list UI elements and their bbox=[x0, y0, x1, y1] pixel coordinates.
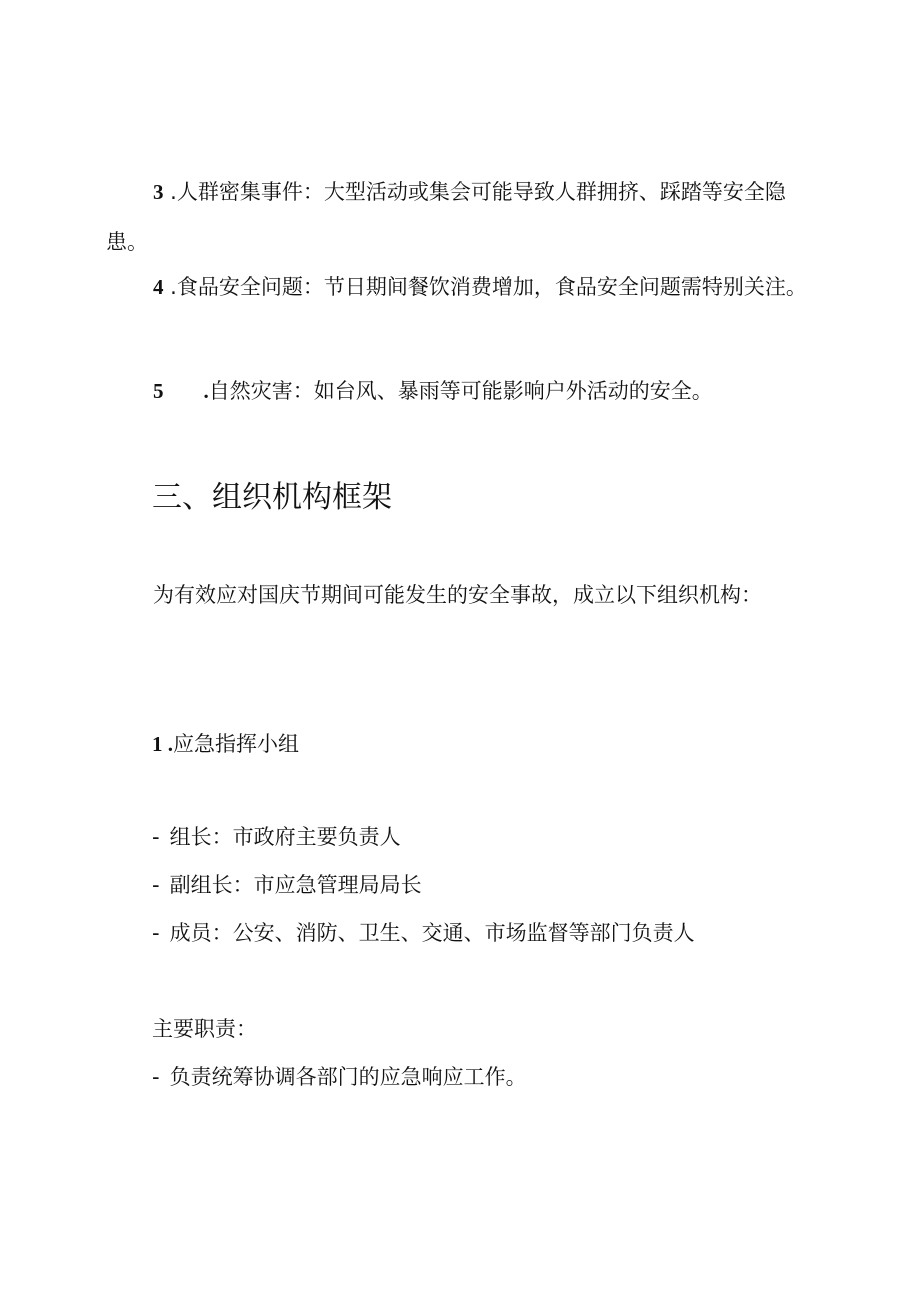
section-heading: 三、组织机构框架 bbox=[152, 480, 392, 515]
risk-item-3 bbox=[106, 167, 818, 267]
group-number: 1 bbox=[152, 732, 163, 756]
risk-item-text: 人群密集事件：大型活动或集会可能导致人群拥挤、踩踏等安全隐患。 bbox=[106, 180, 786, 254]
risk-item-separator: . bbox=[163, 180, 177, 204]
group-title-text: 应急指挥小组 bbox=[173, 732, 299, 756]
risk-item-4 bbox=[106, 262, 818, 312]
list-dash: - bbox=[152, 825, 160, 849]
list-dash: - bbox=[152, 873, 160, 897]
member-leader bbox=[152, 821, 401, 853]
risk-item-5 bbox=[106, 366, 818, 416]
duty-text: 负责统筹协调各部门的应急响应工作。 bbox=[169, 1065, 527, 1089]
duties-label: 主要职责： bbox=[152, 1017, 257, 1041]
list-dash: - bbox=[152, 1065, 160, 1089]
group-title bbox=[152, 728, 299, 760]
risk-item-number: 4 bbox=[153, 275, 164, 299]
group-separator: . bbox=[162, 732, 173, 756]
member-deputy bbox=[152, 869, 422, 901]
risk-item-separator: . bbox=[203, 379, 209, 403]
member-text: 成员：公安、消防、卫生、交通、市场监督等部门负责人 bbox=[169, 921, 695, 945]
member-text: 组长：市政府主要负责人 bbox=[169, 825, 401, 849]
member-staff bbox=[152, 917, 695, 949]
risk-item-separator: . bbox=[163, 275, 177, 299]
duty-item bbox=[152, 1061, 527, 1093]
risk-item-number: 3 bbox=[153, 180, 164, 204]
risk-item-text: 自然灾害：如台风、暴雨等可能影响户外活动的安全。 bbox=[208, 379, 713, 403]
section-intro: 为有效应对国庆节期间可能发生的安全事故，成立以下组织机构： bbox=[153, 583, 762, 607]
risk-item-text: 食品安全问题：节日期间餐饮消费增加，食品安全问题需特别关注。 bbox=[176, 275, 807, 299]
risk-item-number: 5 bbox=[153, 379, 164, 403]
member-text: 副组长：市应急管理局局长 bbox=[169, 873, 422, 897]
list-dash: - bbox=[152, 921, 160, 945]
